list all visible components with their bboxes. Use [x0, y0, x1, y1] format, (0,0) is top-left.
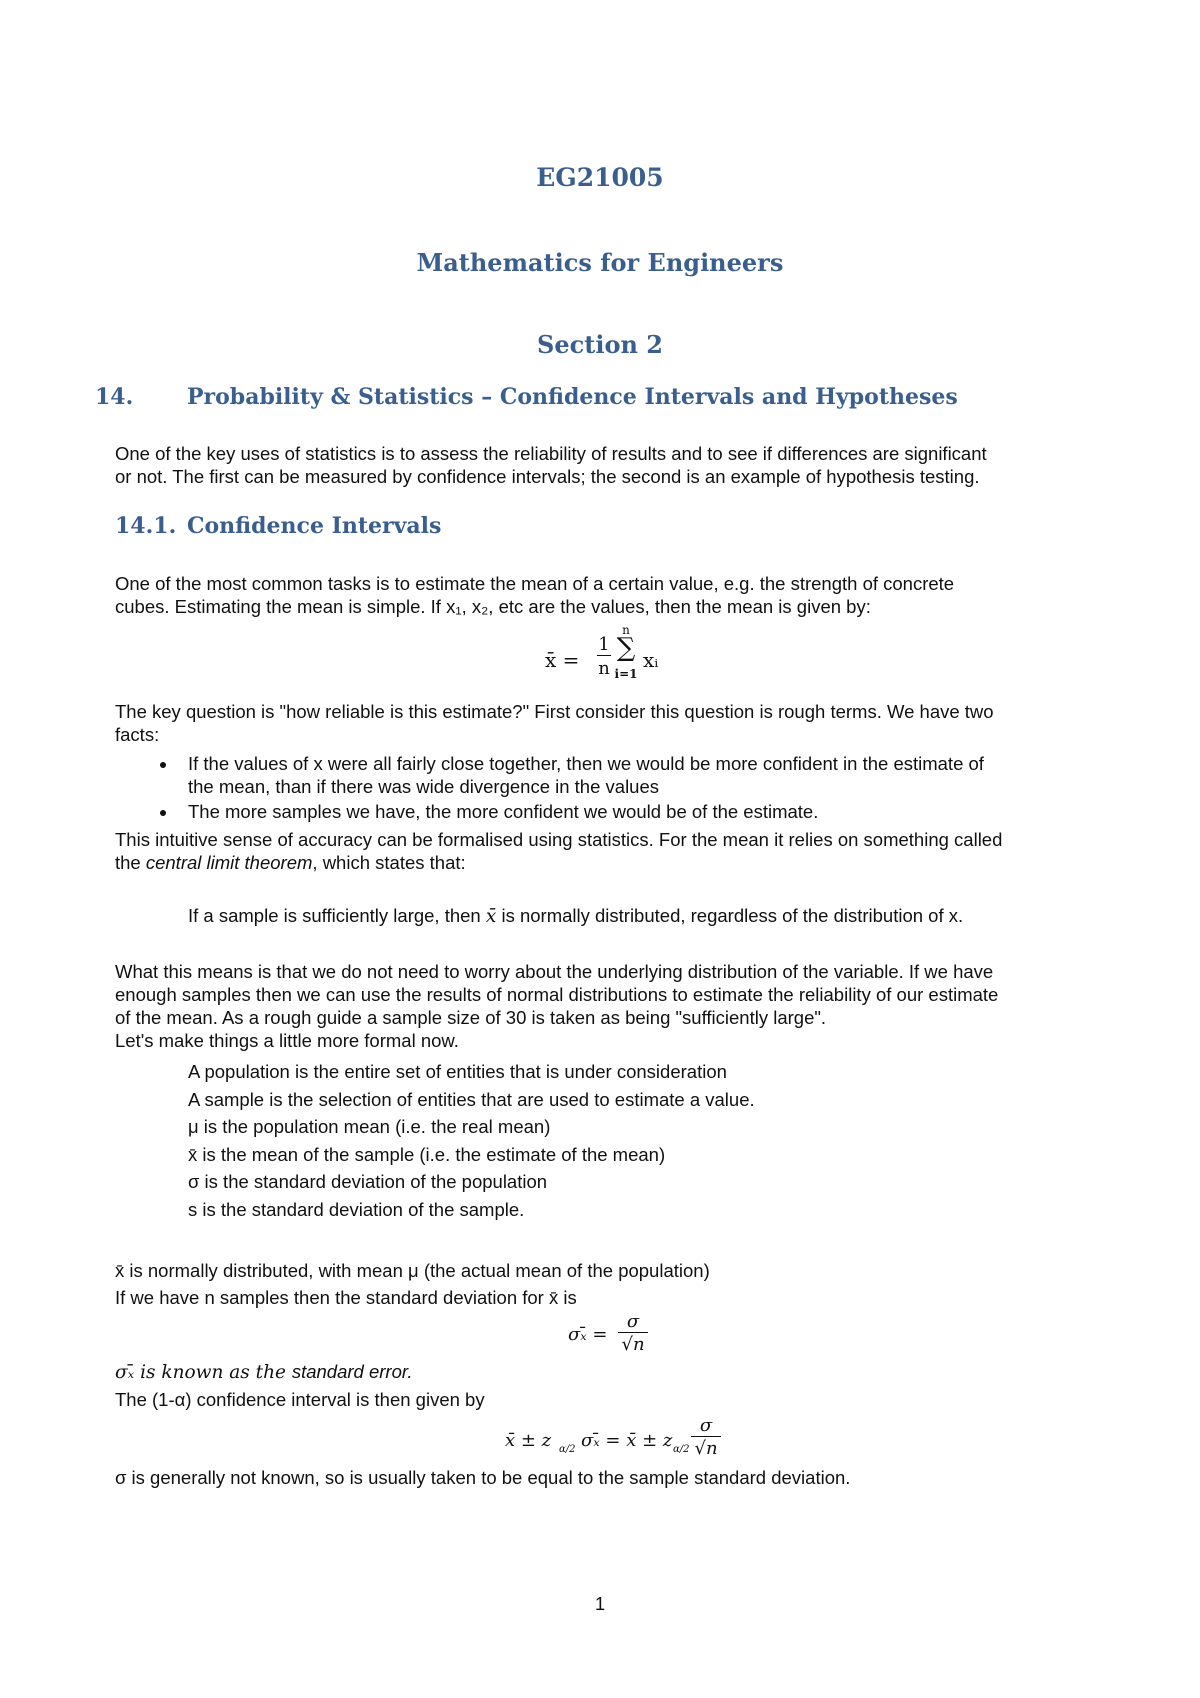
emphasis-term: central limit theorem	[145, 852, 313, 873]
definition-item: μ is the population mean (i.e. the real mean)	[188, 1116, 551, 1137]
definition-item: A sample is the selection of entities that are used to estimate a value.	[188, 1088, 755, 1110]
bullet-item	[188, 800, 1108, 823]
paragraph-line: x̄ is normally distributed, with mean μ (the actual mean of the population)	[115, 1260, 710, 1281]
xbar-symbol: x̄	[485, 906, 497, 927]
paragraph-mean	[115, 572, 1105, 618]
bullet-icon	[160, 762, 166, 768]
eq-ci-subscript: α/2	[559, 1444, 576, 1455]
paragraph-standard-error	[115, 1358, 1105, 1413]
bullet-line: The more samples we have, the more confident we would be of the estimate.	[188, 801, 819, 822]
definitions-list	[188, 1058, 1108, 1223]
intro-line: One of the key uses of statistics is to assess the reliability of results and to see if differences are significant	[115, 443, 987, 464]
eq-ci-left: x̄ ± z	[505, 1430, 552, 1451]
section-title: Section 2	[537, 330, 663, 359]
eq-sum-symbol: ∑	[616, 633, 636, 663]
paragraph-line: facts:	[115, 724, 160, 745]
paragraph-line: cubes. Estimating the mean is simple. If x₁, x₂, etc are the values, then the mean is given by:	[115, 596, 871, 617]
bullet-line: the mean, than if there was wide divergence in the values	[188, 776, 660, 797]
intro-line: or not. The first can be measured by confidence intervals; the second is an example of hypothesis testing.	[115, 466, 980, 487]
eq-ci-subscript: α/2	[673, 1444, 690, 1455]
paragraph-line	[115, 851, 1105, 874]
clt-statement	[188, 904, 1108, 928]
paragraph-line: What this means is that we do not need to worry about the underlying distribution of the variable. If we have	[115, 961, 994, 982]
subsection-title: Confidence Intervals	[187, 513, 442, 539]
paragraph-explanation	[115, 960, 1105, 1052]
paragraph-clt-intro	[115, 828, 1105, 874]
eq-lhs: x̄ =	[545, 648, 580, 672]
text-run: If a sample is sufficiently large, then	[188, 905, 486, 926]
eq-frac-den: n	[598, 658, 610, 679]
definition-item: x̄ is the mean of the sample (i.e. the estimate of the mean)	[188, 1143, 666, 1165]
paragraph-question	[115, 700, 1105, 746]
equation-standard-error	[568, 1312, 688, 1360]
eq-term: xᵢ	[643, 648, 659, 672]
definition-item: A population is the entire set of entities that is under consideration	[188, 1061, 727, 1082]
text-run: σₓ̄ is known as the	[115, 1362, 292, 1383]
paragraph-distribution	[115, 1257, 1105, 1311]
definition-item: s is the standard deviation of the sample.	[188, 1198, 525, 1220]
bullet-line: If the values of x were all fairly close together, then we would be more confident in the estimate of	[188, 753, 984, 774]
paragraph-line: This intuitive sense of accuracy can be formalised using statistics. For the mean it relies on something called	[115, 829, 1003, 850]
course-code: EG21005	[536, 163, 664, 192]
subsection-number: 14.1.	[115, 513, 177, 539]
text-run: is normally distributed, regardless of the distribution of x.	[496, 905, 964, 926]
paragraph-line: The key question is "how reliable is this estimate?" First consider this question is rough terms. We have two	[115, 701, 994, 722]
eq-lhs: σₓ̄ =	[568, 1324, 608, 1345]
eq-ci-mid: σₓ̄ = x̄ ± z	[581, 1430, 673, 1451]
equation-confidence-interval	[505, 1416, 725, 1466]
eq-frac-num: 1	[598, 634, 610, 655]
text-run: , which states that:	[312, 852, 466, 873]
bullet-icon	[160, 810, 166, 816]
eq-frac-den: √n	[694, 1438, 718, 1459]
chapter-intro	[115, 442, 1105, 488]
eq-frac-num: σ	[618, 1312, 648, 1333]
eq-frac-den: √n	[621, 1334, 645, 1355]
equation-mean	[545, 623, 685, 689]
paragraph-line: of the mean. As a rough guide a sample size of 30 is taken as being "sufficiently large".	[115, 1007, 827, 1028]
paragraph-line: Let's make things a little more formal now.	[115, 1030, 459, 1051]
paragraph-line: The (1-α) confidence interval is then given by	[115, 1389, 485, 1410]
chapter-title: Probability & Statistics – Confidence Intervals and Hypotheses	[187, 384, 958, 410]
eq-sum-bottom: i=1	[614, 667, 638, 681]
bullet-item	[188, 752, 1108, 798]
emphasis-term: standard error.	[291, 1361, 413, 1382]
paragraph-line: One of the most common tasks is to estimate the mean of a certain value, e.g. the strength of concrete	[115, 573, 955, 594]
chapter-number: 14.	[95, 384, 134, 410]
course-title: Mathematics for Engineers	[416, 248, 784, 277]
paragraph-line	[115, 1358, 1105, 1386]
paragraph-sigma-note: σ is generally not known, so is usually taken to be equal to the sample standard deviation.	[115, 1467, 851, 1488]
eq-frac-num: σ	[691, 1416, 721, 1437]
paragraph-line: enough samples then we can use the results of normal distributions to estimate the reliability of our estimate	[115, 984, 999, 1005]
page-number: 1	[594, 1593, 606, 1614]
eq-sum-top: n	[622, 623, 630, 637]
definition-item: σ is the standard deviation of the population	[188, 1171, 548, 1192]
text-run: the	[115, 852, 146, 873]
paragraph-line: If we have n samples then the standard deviation for x̄ is	[115, 1287, 577, 1308]
